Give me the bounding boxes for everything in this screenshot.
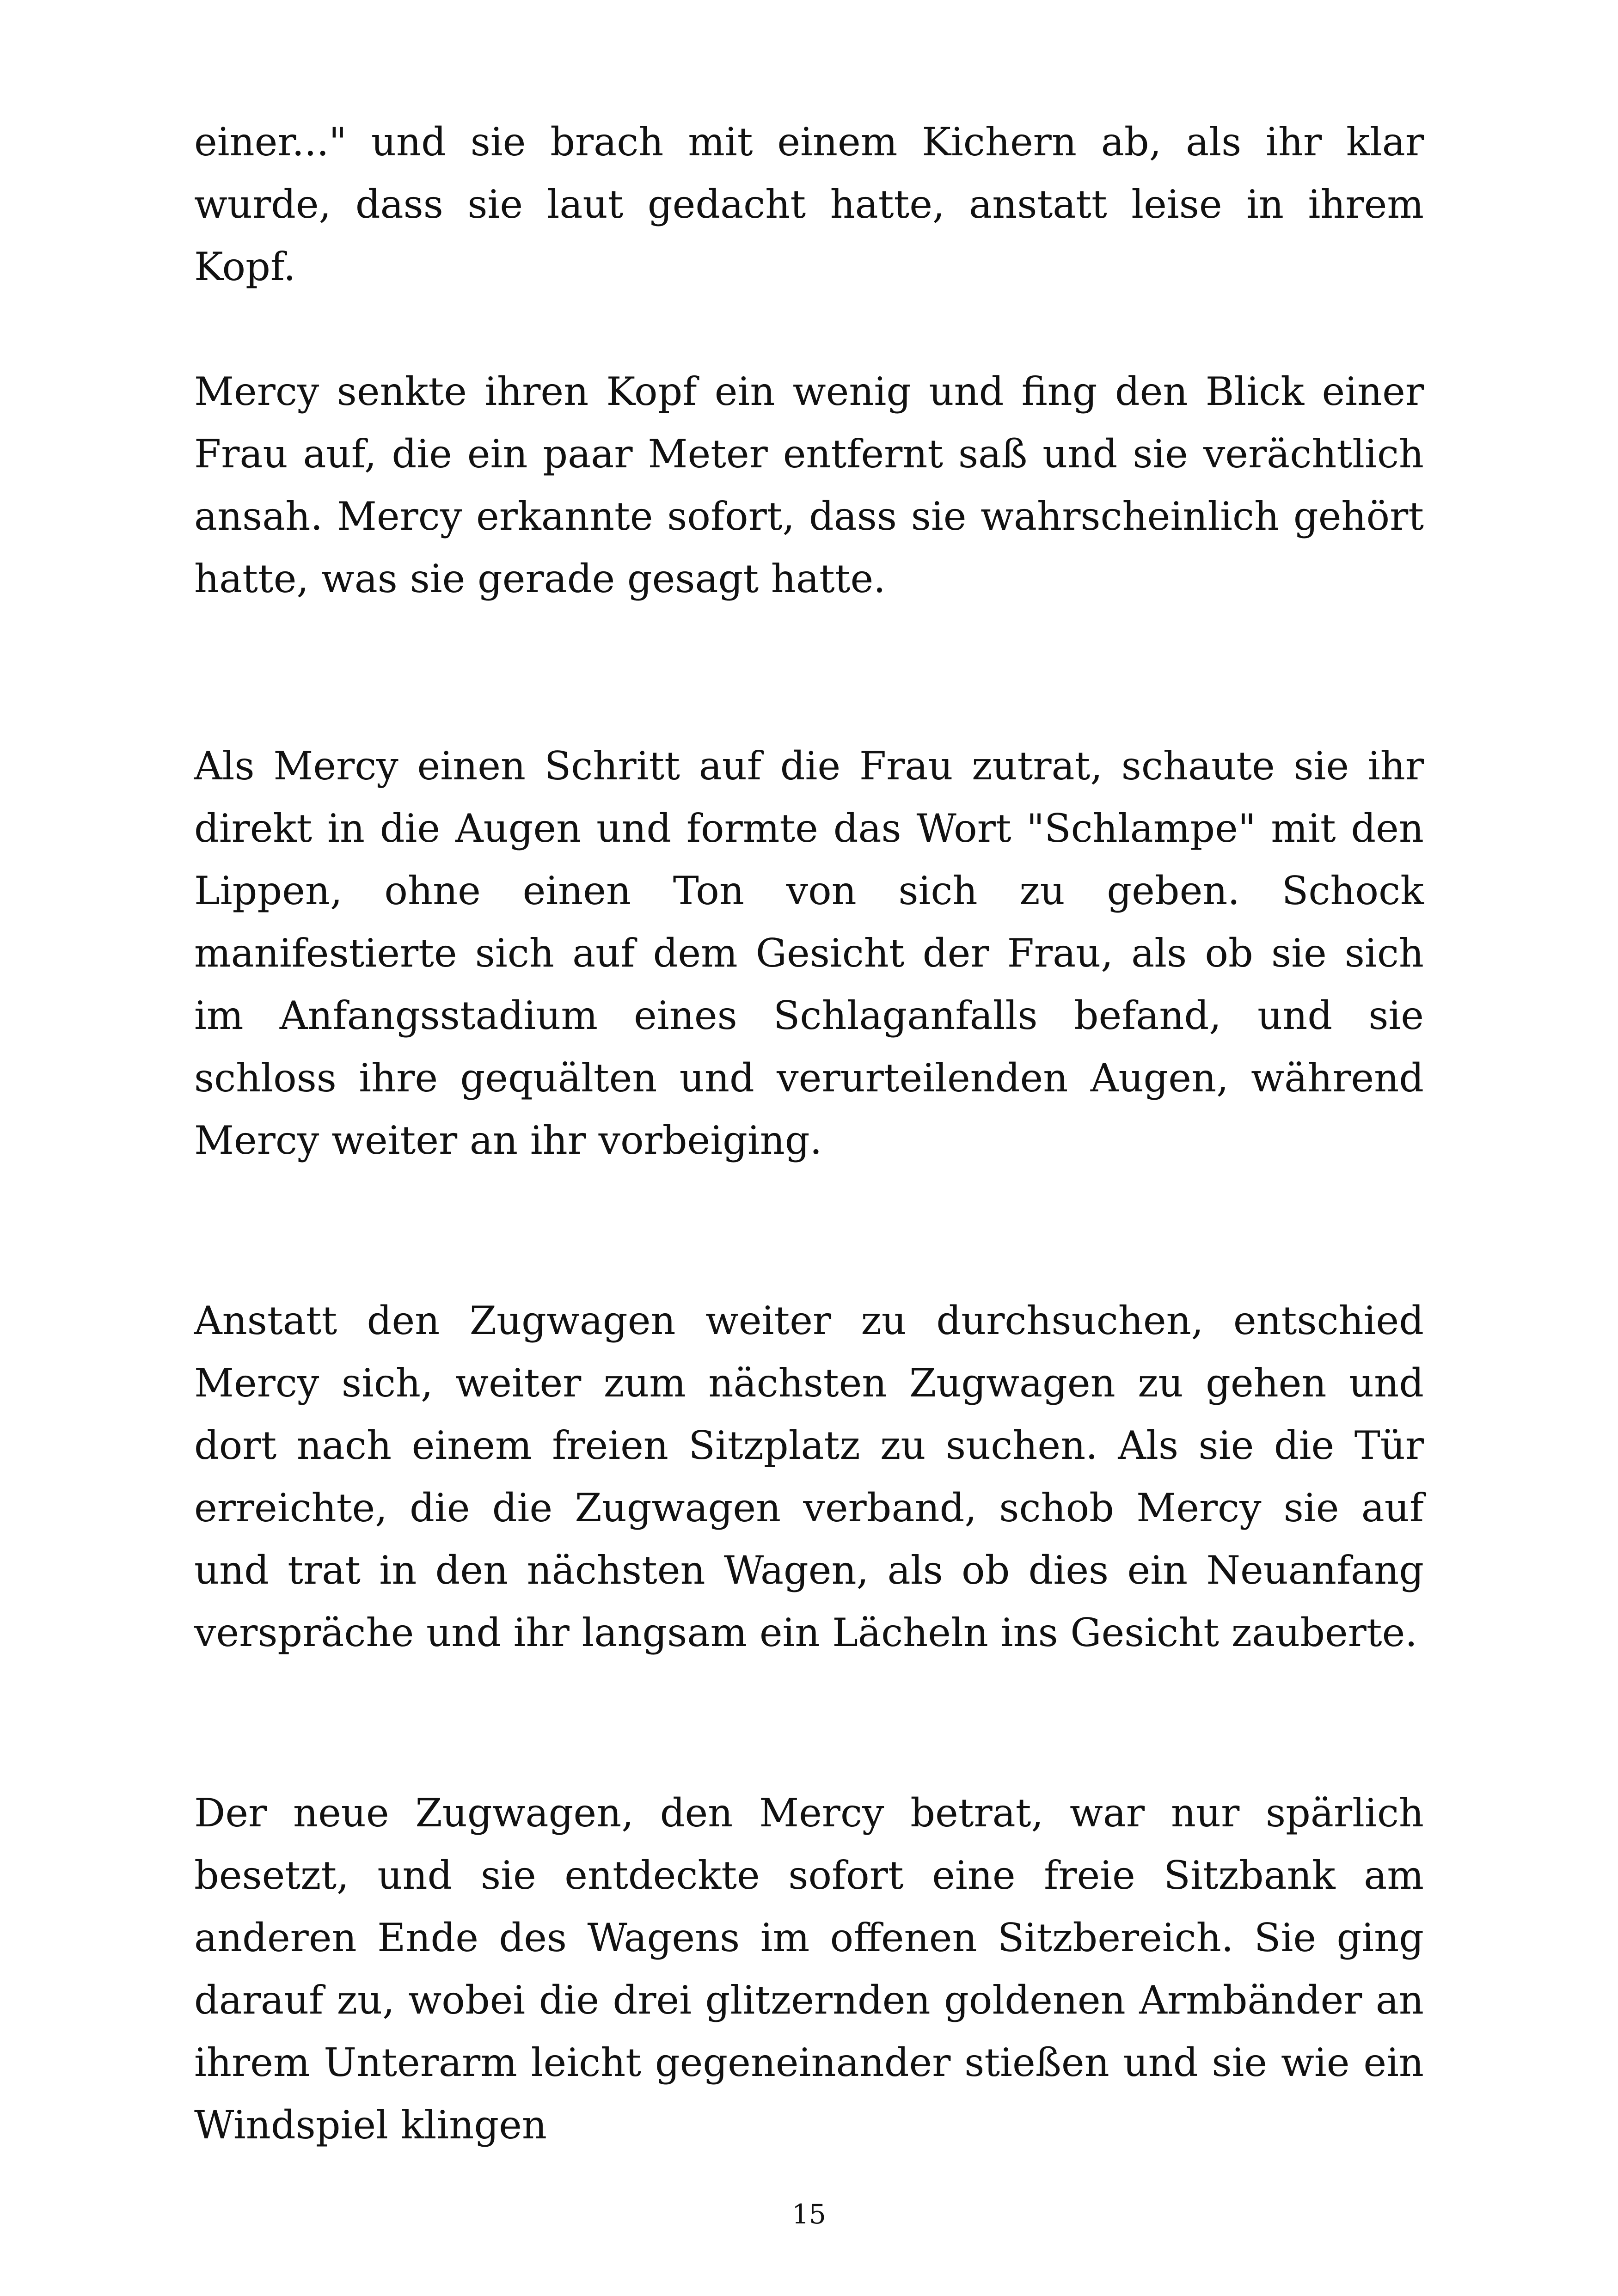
paragraph-4: Anstatt den Zugwagen weiter zu durchsuchen, entschied Mercy sich, weiter zum nächsten Zugwagen zu gehen und dort nach einem freien Sitzplatz zu suchen. Als sie die Tür erreichte, die die Zugwagen verband, schob Mercy sie auf und trat in den nächsten Wagen, als ob dies ein Neuanfang verspräche und ihr langsam ein Lächeln ins Gesicht zauberte. [194,1298,1424,1655]
page-number: 15 [792,2198,826,2230]
paragraph-2: Mercy senkte ihren Kopf ein wenig und fing den Blick einer Frau auf, die ein paar Meter entfernt saß und sie verächtlich ansah. Mercy erkannte sofort, dass sie wahrscheinlich gehört hatte, was sie gerade gesagt hatte. [194,369,1424,601]
paragraph-5: Der neue Zugwagen, den Mercy betrat, war nur spärlich besetzt, und sie entdeckte sofort eine freie Sitzbank am anderen Ende des Wagens im offenen Sitzbereich. Sie ging darauf zu, wobei die drei glitzernden goldenen Armbänder an ihrem Unterarm leicht gegeneinander stießen und sie wie ein Windspiel klingen [194,1790,1424,2148]
paragraph-3: Als Mercy einen Schritt auf die Frau zutrat, schaute sie ihr direkt in die Augen und formte das Wort "Schlampe" mit den Lippen, ohne einen Ton von sich zu geben. Schock manifestierte sich auf dem Gesicht der Frau, als ob sie sich im Anfangsstadium eines Schlaganfalls befand, und sie schloss ihre gequälten und verurteilenden Augen, während Mercy weiter an ihr vorbeiging. [194,743,1424,1163]
paragraph-1: einer..." und sie brach mit einem Kichern ab, als ihr klar wurde, dass sie laut gedacht hatte, anstatt leise in ihrem Kopf. [194,119,1424,289]
